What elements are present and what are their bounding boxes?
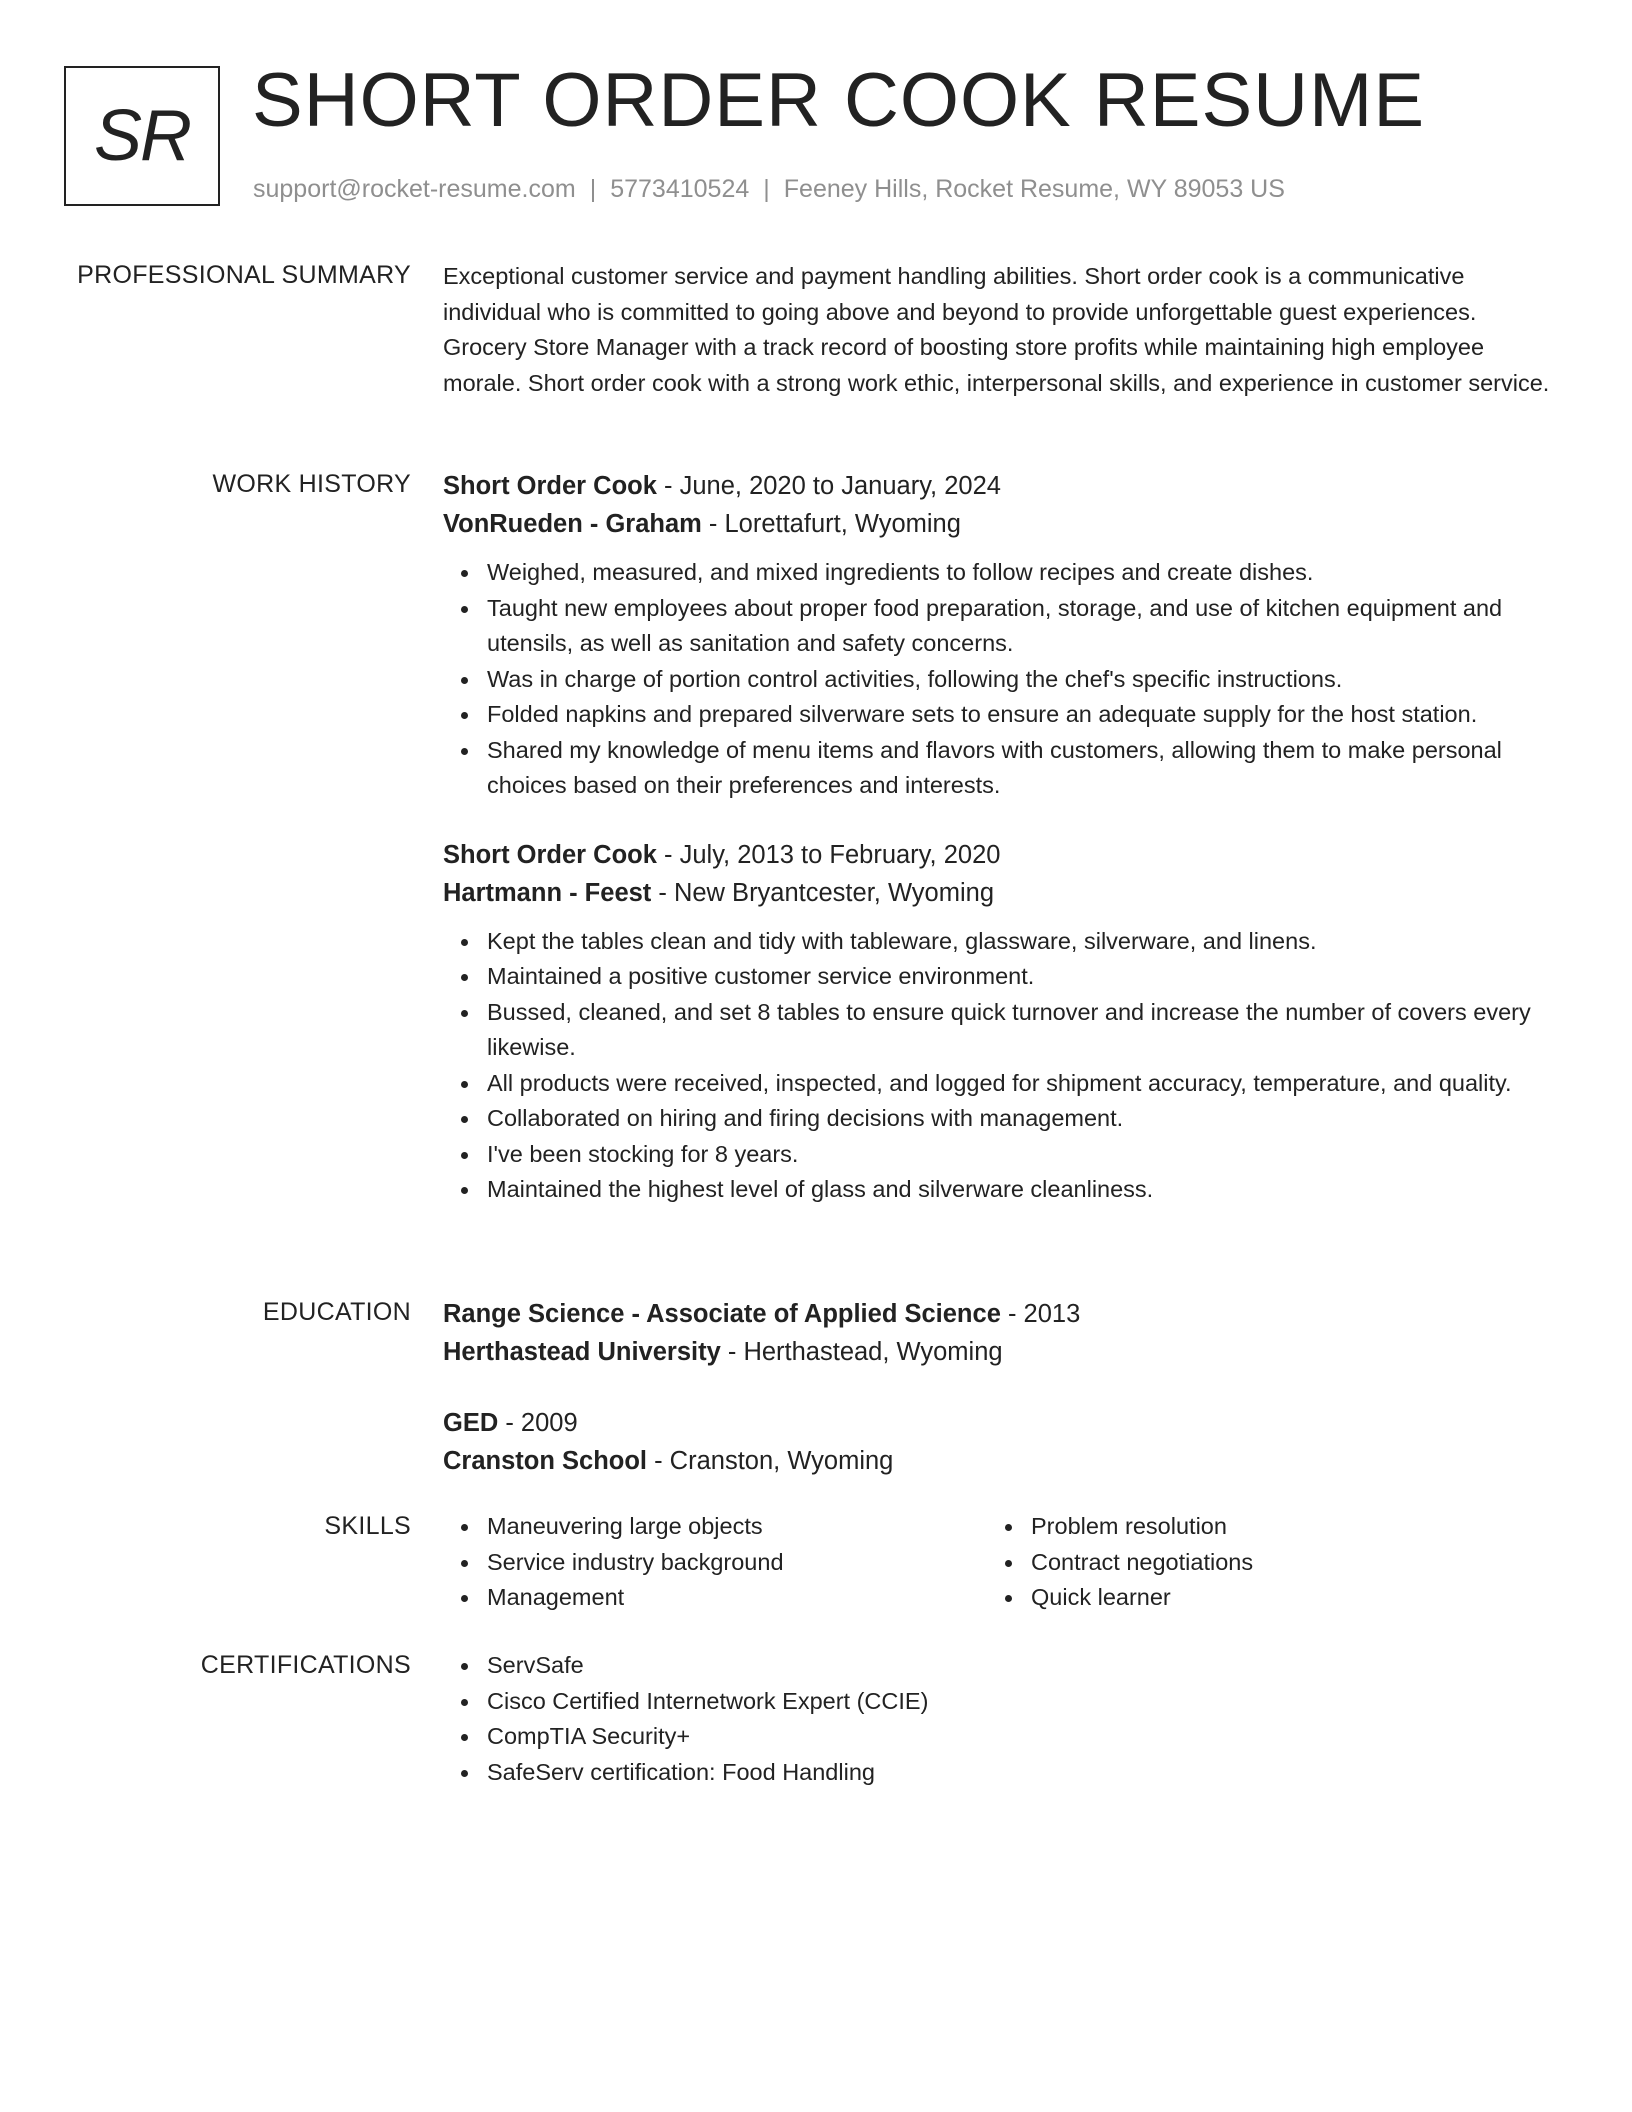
education-year: - 2009 — [498, 1409, 578, 1437]
list-item: Maintained the highest level of glass and silverware cleanliness. — [487, 1172, 1553, 1208]
education-location: - Herthastead, Wyoming — [720, 1338, 1003, 1366]
job-title-line — [443, 836, 1553, 874]
skills-grid — [443, 1509, 1553, 1616]
job-dates: - July, 2013 to February, 2020 — [656, 840, 1001, 869]
education-degree-line — [443, 1295, 1553, 1333]
list-item: Bussed, cleaned, and set 8 tables to ensure quick turnover and increase the number of covers every likewise. — [487, 995, 1553, 1066]
list-item: Management — [487, 1580, 987, 1616]
list-item: Service industry background — [487, 1545, 987, 1581]
education-school: Cranston School — [443, 1447, 648, 1475]
list-item: Maintained a positive customer service environment. — [487, 959, 1553, 995]
list-item: Maneuvering large objects — [487, 1509, 987, 1545]
section-title-work-history: WORK HISTORY — [212, 470, 411, 498]
monogram-initials: SR — [93, 96, 191, 176]
job-company-line — [443, 505, 1553, 543]
contact-separator: | — [763, 175, 770, 203]
work-history-body — [443, 467, 1553, 1208]
list-item: Kept the tables clean and tidy with tableware, glassware, silverware, and linens. — [487, 924, 1553, 960]
list-item: SafeServ certification: Food Handling — [487, 1755, 1553, 1791]
section-title-education: EDUCATION — [262, 1298, 411, 1326]
education-entry — [443, 1295, 1553, 1371]
certifications-list — [443, 1648, 1553, 1790]
job-entry — [443, 467, 1553, 804]
skills-list-right — [987, 1509, 1531, 1616]
job-position: Short Order Cook — [443, 472, 657, 500]
monogram-badge — [64, 66, 220, 206]
education-school: Herthastead University — [443, 1338, 721, 1366]
job-location: - Lorettafurt, Wyoming — [701, 510, 961, 538]
job-entry — [443, 836, 1553, 1208]
skills-body — [443, 1509, 1553, 1616]
summary-body — [443, 258, 1553, 401]
contact-phone: 5773410524 — [610, 175, 750, 203]
list-item: ServSafe — [487, 1648, 1553, 1684]
list-item: Was in charge of portion control activities, following the chef's specific instructions. — [487, 662, 1553, 698]
contact-separator: | — [589, 175, 597, 203]
list-item: Weighed, measured, and mixed ingredients to follow recipes and create dishes. — [487, 555, 1553, 591]
job-bullets — [443, 924, 1553, 1208]
skills-list-left — [443, 1509, 987, 1616]
list-item: Collaborated on hiring and firing decisions with management. — [487, 1101, 1553, 1137]
list-item: I've been stocking for 8 years. — [487, 1137, 1553, 1173]
education-location: - Cranston, Wyoming — [647, 1447, 894, 1475]
list-item: Folded napkins and prepared silverware sets to ensure an adequate supply for the host station. — [487, 697, 1553, 733]
education-degree: GED — [443, 1409, 499, 1437]
job-company: VonRueden - Graham — [443, 510, 702, 538]
education-school-line — [443, 1333, 1553, 1371]
list-item: All products were received, inspected, and logged for shipment accuracy, temperature, and quality. — [487, 1066, 1553, 1102]
job-location: - New Bryantcester, Wyoming — [651, 878, 995, 907]
education-entry — [443, 1404, 1553, 1480]
job-company-line — [443, 874, 1553, 912]
education-year: - 2013 — [1000, 1300, 1081, 1328]
list-item: Quick learner — [1031, 1580, 1531, 1616]
education-body — [443, 1295, 1553, 1480]
list-item: Contract negotiations — [1031, 1545, 1531, 1581]
certifications-body — [443, 1648, 1553, 1790]
job-dates: - June, 2020 to January, 2024 — [656, 472, 1001, 500]
education-school-line — [443, 1442, 1553, 1480]
resume-title: SHORT ORDER COOK RESUME — [252, 58, 1426, 143]
contact-address: Feeney Hills, Rocket Resume, WY 89053 US — [783, 175, 1285, 203]
education-degree: Range Science - Associate of Applied Science — [443, 1300, 1001, 1328]
list-item: Cisco Certified Internetwork Expert (CCIE) — [487, 1684, 1553, 1720]
list-item: Problem resolution — [1031, 1509, 1531, 1545]
job-position: Short Order Cook — [443, 840, 657, 869]
list-item: CompTIA Security+ — [487, 1719, 1553, 1755]
education-degree-line — [443, 1404, 1553, 1442]
job-title-line — [443, 467, 1553, 505]
list-item: Taught new employees about proper food preparation, storage, and use of kitchen equipment and utensils, as well as sanitation and safety concerns. — [487, 591, 1553, 662]
job-company: Hartmann - Feest — [443, 878, 652, 907]
job-bullets — [443, 555, 1553, 804]
section-title-certifications: CERTIFICATIONS — [200, 1651, 411, 1679]
section-title-skills: SKILLS — [324, 1512, 411, 1540]
list-item: Shared my knowledge of menu items and flavors with customers, allowing them to make personal choices based on their preferences and interests. — [487, 733, 1553, 804]
contact-line — [253, 172, 1285, 206]
summary-text: Exceptional customer service and payment handling abilities. Short order cook is a communicative individual who is committed to going above and beyond to provide unforgettable guest experiences. Grocery Store Manager with a track record of boosting store profits while maintaining high employee morale. Short order cook with a strong work ethic, interpersonal skills, and experience in customer service. — [443, 263, 1550, 396]
contact-email: support@rocket-resume.com — [253, 175, 576, 203]
section-title-summary: PROFESSIONAL SUMMARY — [77, 261, 411, 289]
